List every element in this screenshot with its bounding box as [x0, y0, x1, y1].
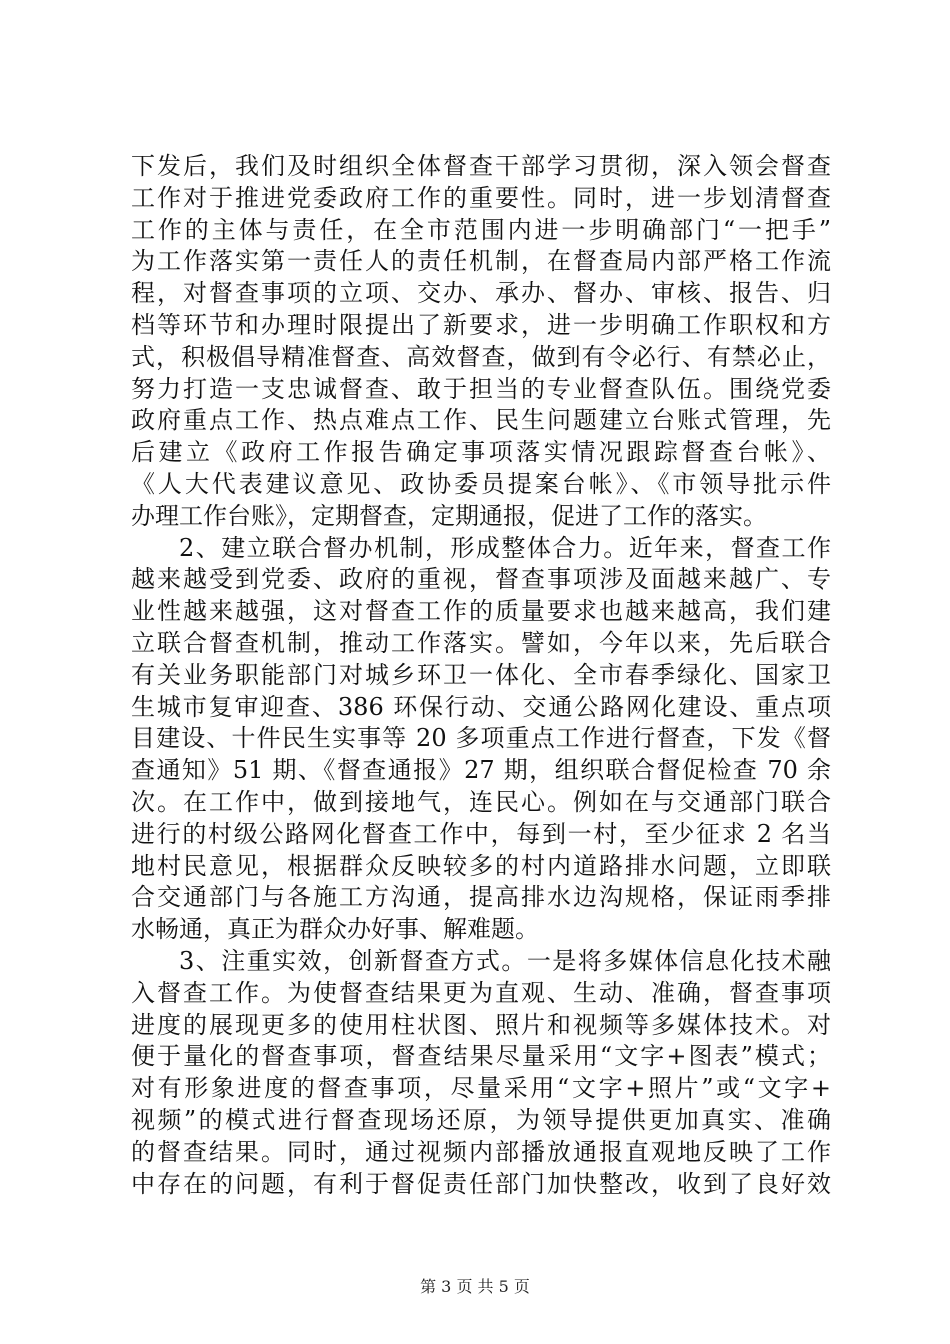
text-line: 立联合督查机制，推动工作落实。譬如，今年以来，先后联合 [131, 628, 831, 657]
text-line: 工作的主体与责任，在全市范围内进一步明确部门“一把手” [131, 215, 831, 244]
text-line: 入督查工作。为使督查结果更为直观、生动、准确，督查事项 [131, 978, 831, 1007]
text-line: 中存在的问题，有利于督促责任部门加快整改，收到了良好效 [131, 1169, 831, 1198]
text-line: 档等环节和办理时限提出了新要求，进一步明确工作职权和方 [131, 310, 831, 339]
paragraph-first-line: 3、注重实效，创新督查方式。一是将多媒体信息化技术融 [179, 946, 831, 975]
text-line: 为工作落实第一责任人的责任机制，在督查局内部严格工作流 [131, 247, 831, 276]
text-line: 进度的展现更多的使用柱状图、照片和视频等多媒体技术。对 [131, 1010, 831, 1039]
text-line: 办理工作台账》，定期督查，定期通报，促进了工作的落实。 [131, 501, 767, 530]
text-line: 查通知》51 期、《督查通报》27 期，组织联合督促检查 70 余 [131, 756, 831, 785]
text-line: 努力打造一支忠诚督查、敢于担当的专业督查队伍。围绕党委 [131, 374, 831, 403]
page-number: 第 3 页 共 5 页 [420, 1277, 530, 1296]
text-line: 视频”的模式进行督查现场还原，为领导提供更加真实、准确 [131, 1105, 831, 1134]
text-line: 合交通部门与各施工方沟通，提高排水边沟规格，保证雨季排 [131, 883, 831, 912]
document-body [131, 151, 831, 1200]
text-line: 越来越受到党委、政府的重视，督查事项涉及面越来越广、专 [131, 565, 831, 594]
text-line: 程，对督查事项的立项、交办、承办、督办、审核、报告、归 [131, 279, 831, 308]
text-line: 有关业务职能部门对城乡环卫一体化、全市春季绿化、国家卫 [131, 660, 831, 689]
text-line: 水畅通，真正为群众办好事、解难题。 [131, 915, 539, 944]
text-line: 政府重点工作、热点难点工作、民生问题建立台账式管理，先 [131, 406, 831, 435]
text-line: 对有形象进度的督查事项，尽量采用“文字+照片”或“文字+ [131, 1074, 831, 1103]
text-line: 工作对于推进党委政府工作的重要性。同时，进一步划清督查 [131, 183, 831, 212]
text-line: 业性越来越强，这对督查工作的质量要求也越来越高，我们建 [131, 597, 831, 626]
text-line: 便于量化的督查事项，督查结果尽量采用“文字+图表”模式； [131, 1042, 831, 1071]
paragraph-first-line: 2、建立联合督办机制，形成整体合力。近年来，督查工作 [179, 533, 831, 562]
text-line: 后建立《政府工作报告确定事项落实情况跟踪督查台帐》、 [131, 438, 831, 467]
page-footer [0, 1277, 950, 1297]
text-line: 《人大代表建议意见、政协委员提案台帐》、《市领导批示件 [131, 469, 831, 498]
text-line: 进行的村级公路网化督查工作中，每到一村，至少征求 2 名当 [131, 819, 831, 848]
text-line: 式，积极倡导精准督查、高效督查，做到有令必行、有禁必止， [131, 342, 831, 371]
text-line: 下发后，我们及时组织全体督查干部学习贯彻，深入领会督查 [131, 152, 831, 180]
text-line: 的督查结果。同时，通过视频内部播放通报直观地反映了工作 [131, 1137, 831, 1166]
text-line: 次。在工作中，做到接地气，连民心。例如在与交通部门联合 [131, 787, 831, 816]
text-line: 地村民意见，根据群众反映较多的村内道路排水问题，立即联 [131, 851, 831, 880]
text-line: 生城市复审迎查、386 环保行动、交通公路网化建设、重点项 [131, 692, 831, 721]
text-line: 目建设、十件民生实事等 20 多项重点工作进行督查，下发《督 [131, 724, 831, 753]
